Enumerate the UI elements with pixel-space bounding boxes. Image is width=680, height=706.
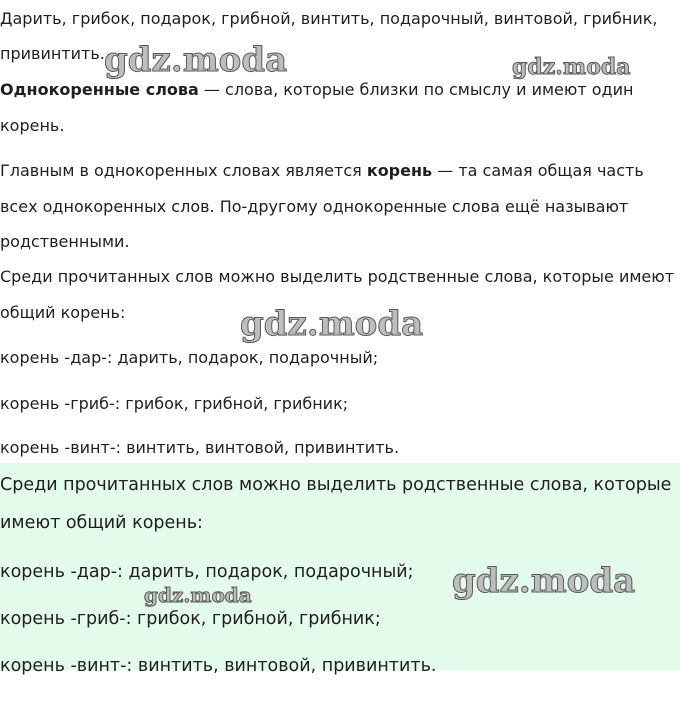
answer-root1: корень -дар-: дарить, подарок, подарочный; bbox=[0, 348, 379, 367]
definition-term: Однокоренные слова bbox=[0, 80, 199, 99]
highlight-line2: имеют общий корень: bbox=[0, 513, 203, 533]
main-para-line3: родственными. bbox=[0, 232, 130, 251]
main-para-line2: всех однокоренных слов. По-другому однокоренные слова ещё называют bbox=[0, 197, 629, 216]
watermark: gdz.moda bbox=[104, 40, 288, 80]
watermark: gdz.moda bbox=[452, 561, 636, 601]
highlight-root1: корень -дар-: дарить, подарок, подарочный; bbox=[0, 562, 414, 582]
definition-line1 bbox=[0, 80, 633, 100]
watermark: gdz.moda bbox=[240, 304, 424, 344]
main-para-keyword: корень bbox=[366, 161, 433, 180]
intro-words-line2: привинтить. bbox=[0, 44, 105, 63]
watermark: gdz.moda bbox=[144, 583, 252, 607]
main-para-line1 bbox=[0, 161, 644, 181]
main-para-line1-before: Главным в однокоренных словах является bbox=[0, 161, 367, 180]
intro-words-line1: Дарить, грибок, подарок, грибной, винтить, подарочный, винтовой, грибник, bbox=[0, 9, 658, 28]
highlight-root3: корень -винт-: винтить, винтовой, привинтить. bbox=[0, 656, 437, 676]
main-para-line1-after: — та самая общая часть bbox=[432, 161, 644, 180]
answer-root2: корень -гриб-: грибок, грибной, грибник; bbox=[0, 394, 349, 413]
definition-rest: — слова, которые близки по смыслу и имеют один bbox=[198, 80, 634, 99]
highlight-root2: корень -гриб-: грибок, грибной, грибник; bbox=[0, 609, 381, 629]
answer-line2: общий корень: bbox=[0, 303, 126, 322]
watermark: gdz.moda bbox=[512, 54, 631, 80]
answer-line1: Среди прочитанных слов можно выделить родственные слова, которые имеют bbox=[0, 267, 675, 286]
answer-root3: корень -винт-: винтить, винтовой, привинтить. bbox=[0, 438, 400, 457]
definition-line2: корень. bbox=[0, 116, 65, 135]
highlight-line1: Среди прочитанных слов можно выделить родственные слова, которые bbox=[0, 475, 672, 495]
